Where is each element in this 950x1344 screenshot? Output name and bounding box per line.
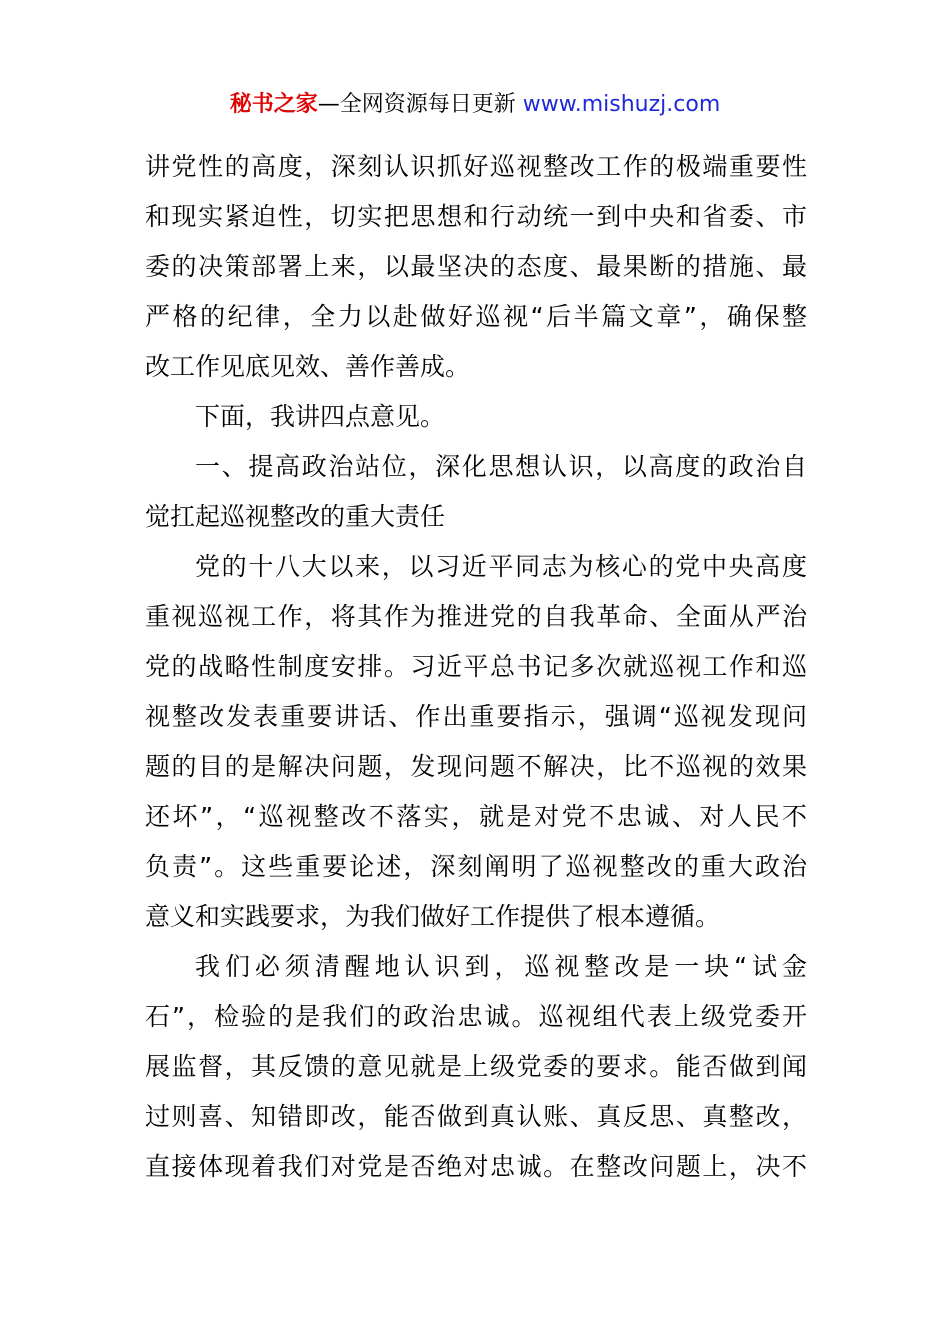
text-line: 意义和实践要求，为我们做好工作提供了根本遵循。 xyxy=(145,902,721,931)
text-line: 负责”。这些重要论述，深刻阐明了巡视整改的重大政治 xyxy=(145,852,807,881)
text-line: 改工作见底见效、善作善成。 xyxy=(145,352,471,381)
site-url[interactable]: www.mishuzj.com xyxy=(522,92,721,117)
text-line: 直接体现着我们对党是否绝对忠诚。在整改问题上，决不 xyxy=(145,1152,807,1181)
text-line: 党的十八大以来，以习近平同志为核心的党中央高度 xyxy=(195,552,807,581)
document-body xyxy=(145,142,807,1192)
text-line: 委的决策部署上来，以最坚决的态度、最果断的措施、最 xyxy=(145,252,807,281)
page-header xyxy=(0,88,950,122)
text-line: 展监督，其反馈的意见就是上级党委的要求。能否做到闻 xyxy=(145,1052,807,1081)
text-line: 下面，我讲四点意见。 xyxy=(195,402,446,431)
text-line: 严格的纪律，全力以赴做好巡视“后半篇文章”，确保整 xyxy=(145,302,807,331)
text-line: 石”，检验的是我们的政治忠诚。巡视组代表上级党委开 xyxy=(145,1002,807,1031)
text-line: 党的战略性制度安排。习近平总书记多次就巡视工作和巡 xyxy=(145,652,807,681)
site-slogan: —全网资源每日更新 xyxy=(317,92,516,117)
text-line: 题的目的是解决问题，发现问题不解决，比不巡视的效果 xyxy=(145,752,807,781)
section-heading-line: 觉扛起巡视整改的重大责任 xyxy=(145,502,446,531)
text-line: 还坏”，“巡视整改不落实，就是对党不忠诚、对人民不 xyxy=(145,802,807,831)
text-line: 和现实紧迫性，切实把思想和行动统一到中央和省委、市 xyxy=(145,202,807,231)
text-line: 过则喜、知错即改，能否做到真认账、真反思、真整改， xyxy=(145,1102,807,1131)
text-line: 重视巡视工作，将其作为推进党的自我革命、全面从严治 xyxy=(145,602,807,631)
site-brand: 秘书之家 xyxy=(229,92,318,117)
text-line: 视整改发表重要讲话、作出重要指示，强调“巡视发现问 xyxy=(145,702,807,731)
text-line: 讲党性的高度，深刻认识抓好巡视整改工作的极端重要性 xyxy=(145,152,807,181)
section-heading-line: 一、提高政治站位，深化思想认识，以高度的政治自 xyxy=(195,452,807,481)
text-line: 我们必须清醒地认识到，巡视整改是一块“试金 xyxy=(195,952,807,981)
